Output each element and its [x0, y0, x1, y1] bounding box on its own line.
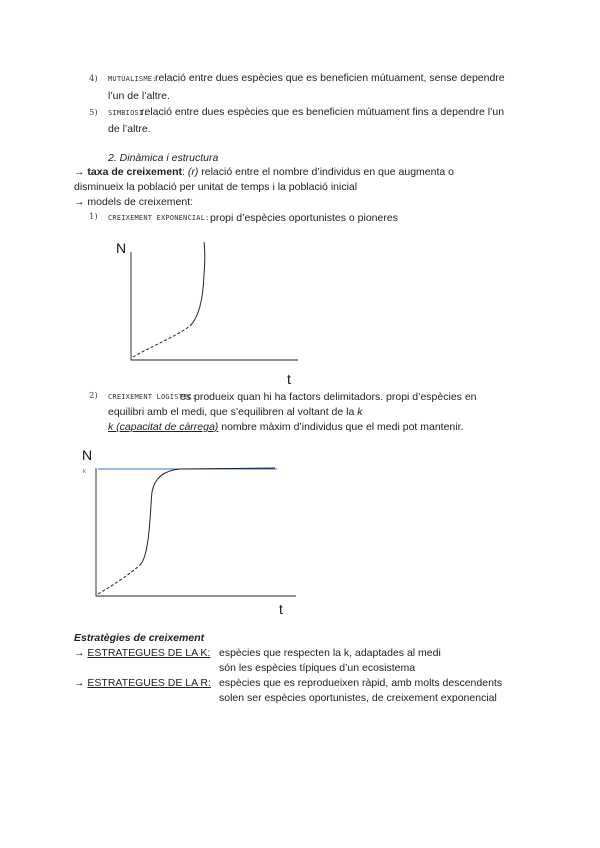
taxa-colon: : — [181, 166, 185, 178]
simbiosi-text: relació entre dues espècies que es beneficien mútuament fins a dependre l’un — [141, 106, 505, 118]
mutualisme-text-cont: l’un de l’altre. — [108, 90, 170, 102]
simbiosi-text-cont: de l’altre. — [108, 123, 151, 135]
exponential-label: CREIXEMENT EXPONENCIAL: — [108, 214, 210, 222]
graph2-curve-dashed — [98, 565, 140, 594]
k-strategy-line — [74, 647, 210, 659]
k-strategy-text-cont: són les espècies típiques d’un ecosistema — [219, 662, 416, 674]
r-symbol: (r) — [187, 166, 199, 178]
model-number: 2) — [89, 391, 98, 401]
arrow: → — [74, 166, 85, 178]
k-strategy-text: espècies que respecten la k, adaptades al medi — [219, 647, 441, 659]
exponential-text: propi d’espècies oportunistes o pioneres — [210, 212, 398, 224]
taxa-label: taxa de creixement — [87, 166, 182, 178]
graph1-curve-dashed — [133, 326, 190, 357]
logistic-k-definition — [108, 421, 463, 433]
arrow: → — [74, 647, 85, 659]
r-strategy-text-cont: solen ser espècies oportunistes, de creixement exponencial — [219, 692, 497, 704]
taxa-line — [74, 166, 454, 178]
graph1-curve — [190, 242, 205, 326]
k-strategy-label: ESTRATEGUES DE LA K: — [87, 647, 211, 659]
r-strategy-text: espècies que es reprodueixen ràpid, amb molts descendents — [219, 677, 503, 689]
mutualisme-text: relació entre dues espècies que es beneficien mútuament, sense dependre — [155, 72, 505, 84]
arrow: → — [74, 677, 85, 689]
graph1-x-label: t — [287, 371, 291, 387]
models-heading: → models de creixement: — [74, 196, 194, 208]
graph1-axes — [131, 252, 298, 360]
r-strategy-label: ESTRATEGUES DE LA R: — [87, 677, 211, 689]
taxa-text: relació entre el nombre d’individus en que augmenta o — [201, 166, 454, 178]
r-strategy-line — [74, 677, 211, 689]
graph2-axes — [96, 468, 296, 596]
logistic-label: CREIXEMENT LOGÍSTIC: — [108, 393, 197, 401]
simbiosi-label: SIMBIOSI: — [108, 109, 148, 117]
taxa-text-cont: disminueix la població per unitat de temps i la població inicial — [74, 181, 358, 193]
section-title: 2. Dinàmica i estructura — [108, 152, 219, 164]
logistic-text: es produeix quan hi ha factors delimitadors. propi d’espècies en — [180, 391, 477, 403]
mutualisme-label: MUTUALISME: — [108, 75, 157, 83]
item-number: 4) — [89, 74, 98, 84]
graph2-k-label: k — [83, 469, 86, 475]
k-definition: k (capacitat de càrrega) — [108, 421, 219, 433]
logistic-text-cont: equilibri amb el medi, que s’equilibren al voltant de la k — [108, 406, 363, 418]
graph1-y-label: N — [116, 240, 127, 256]
graph2-x-label: t — [279, 601, 283, 617]
model-number: 1) — [89, 212, 98, 222]
graph2-curve — [140, 468, 275, 565]
item-number: 5) — [89, 108, 98, 118]
k-symbol: k — [357, 406, 363, 418]
k-definition-text: nombre màxim d’individus que el medi pot mantenir. — [221, 421, 464, 433]
strategies-title: Estratègies de creixement — [74, 632, 205, 644]
graph2-y-label: N — [82, 447, 93, 463]
